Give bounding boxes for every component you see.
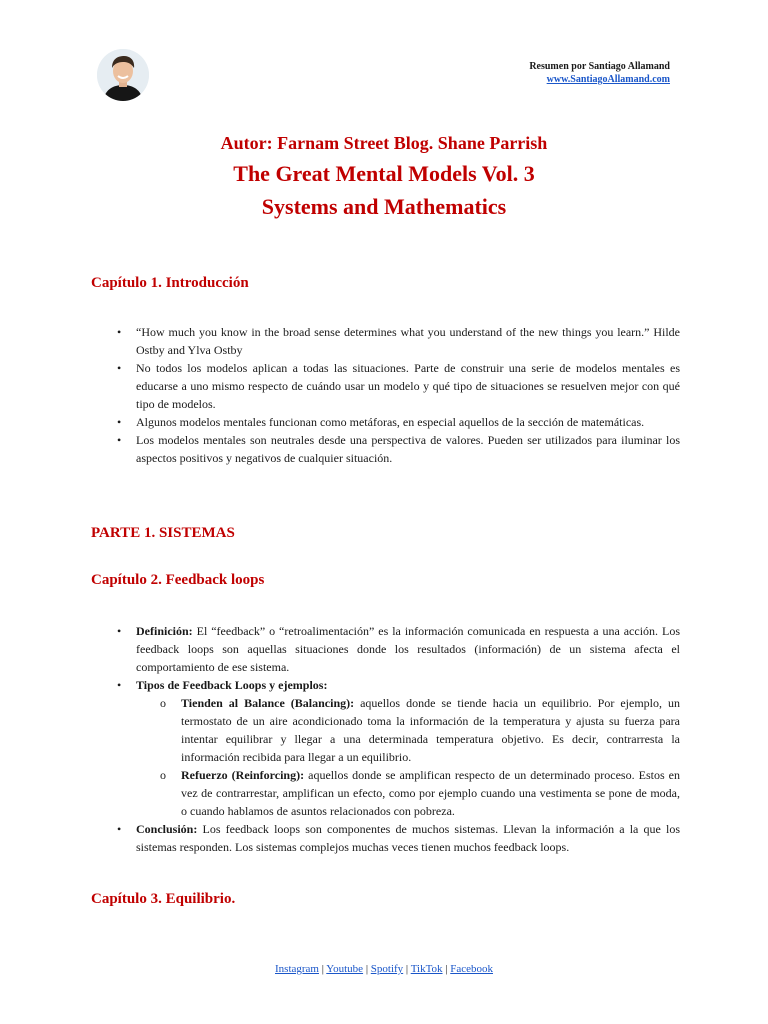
chapter-1-list (91, 323, 680, 467)
bullet-icon: • (117, 361, 122, 375)
list-item: • Algunos modelos mentales funcionan como metáforas, en especial aquellos de la sección de matemáticas. (117, 415, 645, 429)
book-title: The Great Mental Models Vol. 3 (233, 161, 535, 186)
bullet-icon: • (117, 678, 122, 692)
bullet-icon: • (117, 415, 122, 429)
list-item-definicion: • Definición: El “feedback” o “retroalimentación” es la información comunicada en respuesta a una acción. Los feedback loops son aquellas situaciones donde los resultados (información) de un sistema afecta el comportamiento de ese sistema. (117, 624, 680, 674)
sublist-item-balancing: o Tienden al Balance (Balancing): aquellos donde se tiende hacia un equilibrio. Por ejemplo, un termostato de un aire acondicionado toma la información de la temperatura y ajusta su fuerza para intentar equilibrar y llegar a una determinada temperatura objetivo. Es decir, contrarresta la información recibida para llegar a un equilibrio. (160, 696, 680, 764)
list-item-tipos (91, 676, 680, 820)
website-link[interactable]: www.SantiagoAllamand.com (546, 74, 670, 85)
bullet-icon: • (117, 624, 122, 638)
circle-bullet-icon: o (160, 768, 166, 782)
list-item-conclusion: • Conclusión: Los feedback loops son componentes de muchos sistemas. Llevan la información a la que los sistemas responden. Los sistemas complejos muchas veces tienen muchos feedback loops. (117, 822, 680, 854)
tipos-sublist (136, 694, 680, 820)
instagram-link[interactable]: Instagram (275, 963, 319, 975)
summary-credit (529, 60, 670, 86)
sublist-item-reinforcing: o Refuerzo (Reinforcing): aquellos donde se amplifican respecto de un determinado proceso. Estos en vez de contrarrestar, amplifican un efecto, como por ejemplo cuando una vestimenta se pone de moda, o cuando hablamos de asuntos relacionados con pobreza. (160, 768, 680, 818)
bullet-icon: • (117, 822, 122, 836)
separator: | (403, 963, 411, 975)
book-subtitle: Systems and Mathematics (261, 194, 507, 219)
part-1-heading: PARTE 1. SISTEMAS (91, 525, 235, 541)
tiktok-link[interactable]: TikTok (410, 963, 443, 975)
reinforcing-label: Refuerzo (Reinforcing): (181, 768, 305, 782)
conclusion-label: Conclusión: (136, 822, 198, 836)
social-links-footer (0, 963, 768, 975)
bullet-icon: • (117, 325, 122, 339)
chapter-1-heading: Capítulo 1. Introducción (91, 275, 249, 291)
spotify-link[interactable]: Spotify (370, 963, 404, 975)
definicion-label: Definición: (136, 624, 193, 638)
chapter-2-list (91, 622, 680, 856)
separator: | (318, 963, 327, 975)
credit-line: Resumen por Santiago Allamand (529, 61, 670, 72)
author-avatar (97, 49, 149, 101)
list-item: • “How much you know in the broad sense determines what you understand of the new things you learn.” Hilde Ostby and Ylva Ostby (117, 325, 680, 357)
list-item: • Los modelos mentales son neutrales desde una perspectiva de valores. Pueden ser utilizados para iluminar los aspectos positivos y negativos de cualquier situación. (117, 433, 680, 465)
balancing-label: Tienden al Balance (Balancing): (181, 696, 355, 710)
author-line: Autor: Farnam Street Blog. Shane Parrish (220, 133, 548, 153)
list-item: • No todos los modelos aplican a todas las situaciones. Parte de construir una serie de modelos mentales es educarse a uno mismo respecto de cuándo usar un modelo y qué tipo de situaciones se resuelven mejor con qué tipo de modelos. (117, 361, 680, 411)
bullet-icon: • (117, 433, 122, 447)
title-block (0, 132, 768, 223)
tipos-label: Tipos de Feedback Loops y ejemplos: (136, 678, 328, 692)
facebook-link[interactable]: Facebook (450, 963, 493, 975)
avatar-portrait (97, 49, 149, 101)
separator: | (442, 963, 451, 975)
chapter-2-heading: Capítulo 2. Feedback loops (91, 572, 265, 588)
chapter-3-heading: Capítulo 3. Equilibrio. (91, 891, 236, 907)
circle-bullet-icon: o (160, 696, 166, 710)
separator: | (363, 963, 371, 975)
youtube-link[interactable]: Youtube (326, 963, 364, 975)
